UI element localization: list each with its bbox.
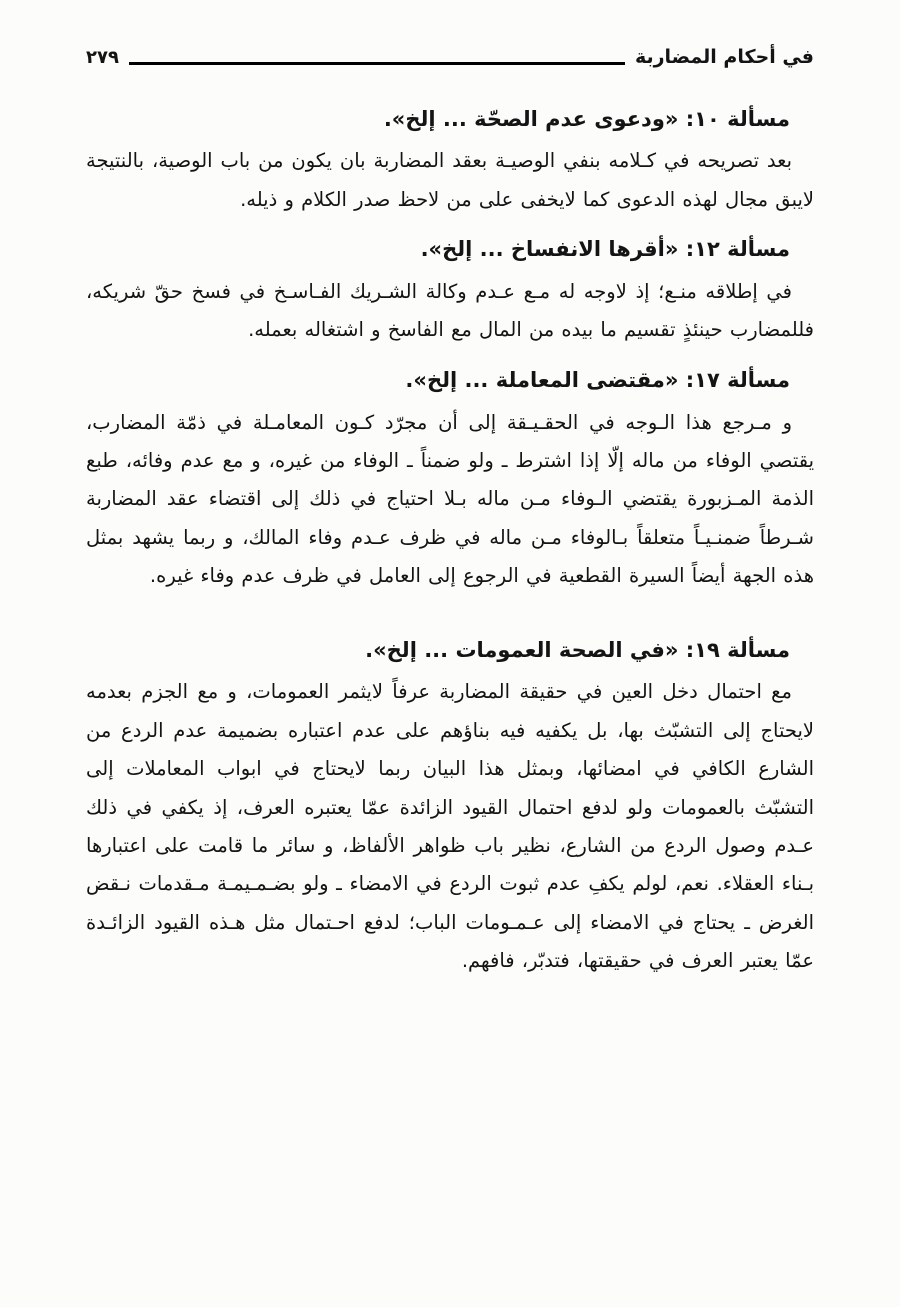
header-rule [129,62,625,65]
section-heading: مسألة ١٢: «أقرها الانفساخ ... إلخ». [420,237,790,262]
section-masala-17 [86,362,814,596]
section-paragraph: في إطلاقه منـع؛ إذ لاوجه له مـع عـدم وكالة الشـريك الفـاسـخ في فسخ حقّ شريكه، فللمضارب حينئذٍ تقسيم ما بيده من المال مع الفاسخ و اشتغاله بعمله. [86,280,814,342]
section-heading: مسألة ١٧: «مقتضى المعاملة ... إلخ». [405,367,790,392]
section-paragraph: بعد تصريحه في كـلامه بنفي الوصيـة بعقد المضاربة بان يكون من باب الوصية، بالنتيجة لايبق مجال لهذه الدعوى كما لايخفى على من لاحظ صدر الكلام و ذيله. [86,149,814,211]
page-body [86,101,814,981]
chapter-title: في أحكام المضاربة [634,46,814,68]
page-number: ٢٧٩ [86,47,119,69]
section-masala-12 [86,231,814,350]
section-paragraph: مع احتمال دخل العين في حقيقة المضاربة عرفاً لايثمر العمومات، و مع الجزم بعدمه لايحتاج إلى التشبّث بها، بل يكفيه فيه بناؤهم على عدم اعتباره بضميمة عدم الردع من الشارع الكافي في امضائها، وبمثل هذا البيان ربما لايحتاج في ابواب المعاملات إلى التشبّث بالعمومات ولو لدفع احتمال القيود الزائدة عمّا يعتبره العرف، إذ يكفي في ذلك عـدم وصول الردع من الشارع، نظير باب ظواهر الألفاظ، و سائر ما قامت على اعتبارها بـناء العقلاء. نعم، لولم يكفِ عدم ثبوت الردع في الامضاء ـ ولو بضـمـيمـة مـقدمات نـقض الغرض ـ يحتاج في الامضاء إلى عـمـومات الباب؛ لدفع احـتمال مثل هـذه القيود الزائـدة عمّا يعتبر العرف في حقيقتها، فتدبّر، فافهم. [86,680,814,973]
section-paragraph: و مـرجع هذا الـوجه في الحقـيـقة إلى أن مجرّد كـون المعامـلة في ذمّة المضارب، يقتصي الوفاء من ماله إلّا إذا اشترط ـ ولو ضمناً ـ الوفاء من غيره، و مع عدم وفائه، طبع الذمة المـزبورة يقتضي الـوفاء مـن ماله بـلا احتياج في ذلك إلى اقتضاء عقد المضاربة شـرطاً ضمنـيـاً متعلقاً بـالوفاء مـن ماله في ظرف عـدم وفاء المالك، و ربما يشهد بمثل هذه الجهة أيضاً السيرة القطعية في الرجوع إلى العامل في ظرف عدم وفاء غيره. [86,410,814,588]
section-masala-10 [86,101,814,220]
page-header [86,44,814,71]
section-heading: مسألة ١٠: «ودعوى عدم الصحّة ... إلخ». [383,106,790,131]
section-masala-19 [86,632,814,981]
section-heading: مسألة ١٩: «في الصحة العمومات ... إلخ». [365,637,790,662]
